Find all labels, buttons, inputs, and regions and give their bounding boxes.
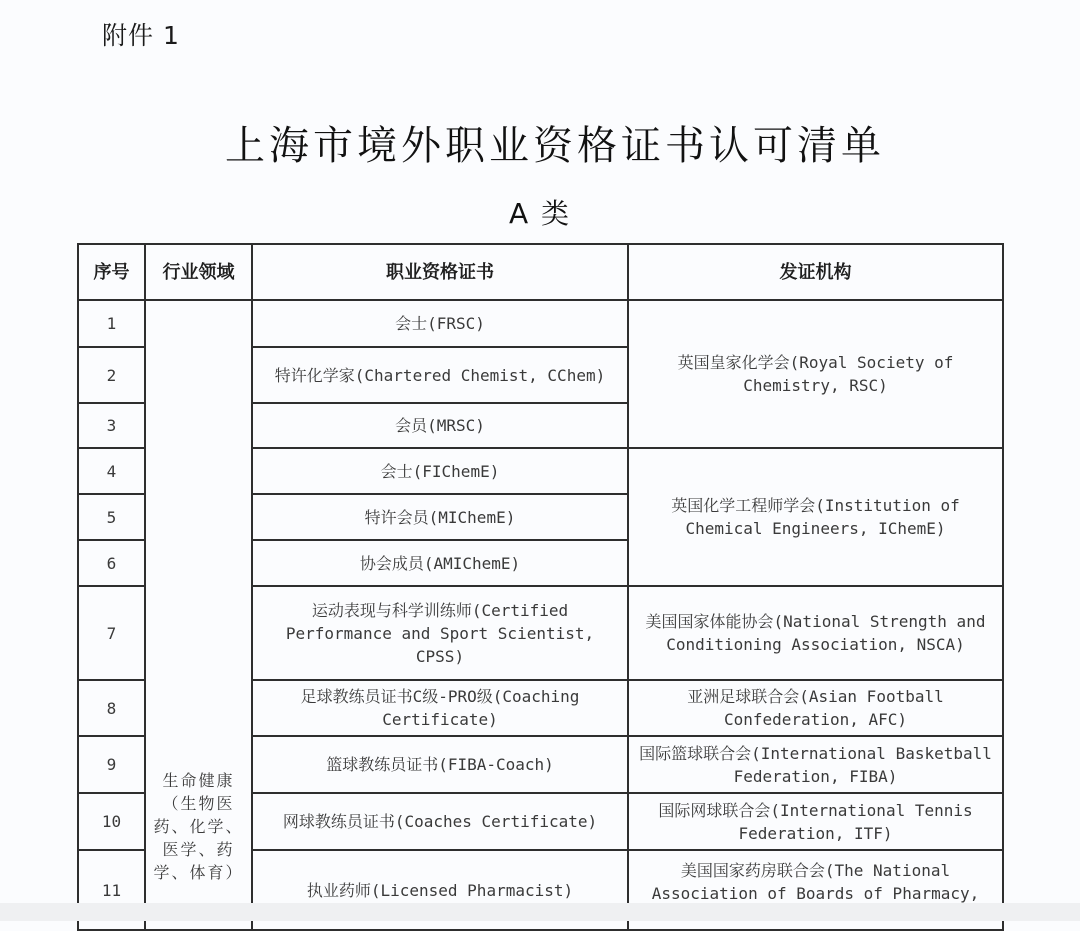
row-no: 3 (78, 403, 145, 448)
header-domain: 行业领域 (145, 244, 252, 300)
header-no: 序号 (78, 244, 145, 300)
row-no: 6 (78, 540, 145, 586)
row-no: 5 (78, 494, 145, 540)
header-issuer: 发证机构 (628, 244, 1003, 300)
certificate-cell: 会士(FIChemE) (252, 448, 628, 494)
certificate-cell: 执业药师(Licensed Pharmacist) (252, 850, 628, 930)
certificate-cell: 网球教练员证书(Coaches Certificate) (252, 793, 628, 850)
certificate-cell: 篮球教练员证书(FIBA-Coach) (252, 736, 628, 793)
certificate-cell: 会士(FRSC) (252, 300, 628, 347)
certificate-cell: 足球教练员证书C级-PRO级(Coaching Certificate) (252, 680, 628, 736)
issuer-cell: 国际网球联合会(International Tennis Federation, ITF) (628, 793, 1003, 850)
row-no: 4 (78, 448, 145, 494)
issuer-cell: 美国国家药房联合会(The National Association of Boards of Pharmacy, (628, 850, 1003, 930)
bottom-scroll-bar (0, 903, 1080, 921)
row-no: 8 (78, 680, 145, 736)
row-no: 2 (78, 347, 145, 403)
attachment-label: 附件 1 (102, 21, 180, 50)
issuer-cell: 英国化学工程师学会(Institution of Chemical Engineers, IChemE) (628, 448, 1003, 586)
issuer-cell: 国际篮球联合会(International Basketball Federation, FIBA) (628, 736, 1003, 793)
domain-cell (145, 300, 252, 930)
issuer-cell: 英国皇家化学会(Royal Society of Chemistry, RSC) (628, 300, 1003, 448)
certificate-cell: 特许会员(MIChemE) (252, 494, 628, 540)
row-no: 10 (78, 793, 145, 850)
issuer-cell: 美国国家体能协会(National Strength and Conditioning Association, NSCA) (628, 586, 1003, 680)
domain-text: 生命健康（生物医药、化学、医学、药学、体育） (153, 770, 244, 882)
certificate-cell: 特许化学家(Chartered Chemist, CChem) (252, 347, 628, 403)
table-header-row (78, 244, 1003, 300)
certificate-cell: 会员(MRSC) (252, 403, 628, 448)
issuer-cell: 亚洲足球联合会(Asian Football Confederation, AFC) (628, 680, 1003, 736)
header-certificate: 职业资格证书 (252, 244, 628, 300)
certificate-cell: 协会成员(AMIChemE) (252, 540, 628, 586)
table-row (78, 300, 1003, 347)
row-no: 11 (78, 850, 145, 930)
row-no: 1 (78, 300, 145, 347)
document-title: 上海市境外职业资格证书认可清单 (225, 123, 885, 169)
row-no: 9 (78, 736, 145, 793)
row-no: 7 (78, 586, 145, 680)
certificate-table (77, 243, 1004, 931)
category-heading: A 类 (508, 197, 572, 230)
certificate-cell: 运动表现与科学训练师(Certified Performance and Sport Scientist, CPSS) (252, 586, 628, 680)
